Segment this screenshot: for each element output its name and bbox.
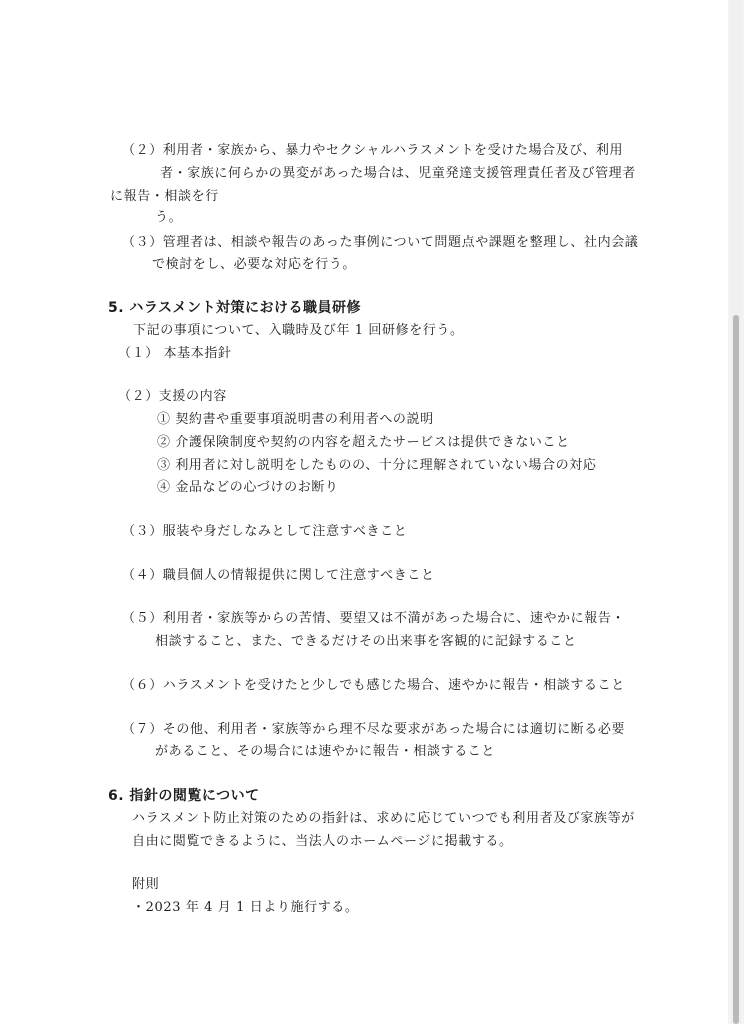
item-2-line-2: 者・家族に何らかの異変があった場合は、児童発達支援管理責任者及び管理者 (160, 166, 636, 181)
section-5-item-5-line-1: （５）利用者・家族等からの苦情、要望又は不満があった場合に、速やかに報告・ (122, 611, 626, 626)
item-3-line-1: （３）管理者は、相談や報告のあった事例について問題点や課題を整理し、社内会議 (122, 235, 639, 250)
supplementary-line: ・2023 年 4 月 1 日より施行する。 (132, 900, 359, 915)
section-5-heading: 5. ハラスメント対策における職員研修 (108, 300, 362, 316)
item-3-line-2: で検討をし、必要な対応を行う。 (152, 257, 357, 272)
section-6-line-1: ハラスメント防止対策のための指針は、求めに応じていつでも利用者及び家族等が (132, 811, 635, 826)
scrollbar-thumb[interactable] (733, 315, 739, 1024)
section-5-subitem-4: ④ 金品などの心づけのお断り (157, 480, 339, 495)
section-5-subitem-1: ① 契約書や重要事項説明書の利用者への説明 (157, 412, 434, 427)
section-6-heading: 6. 指針の閲覧について (108, 788, 260, 804)
section-5-item-4: （４）職員個人の情報提供に関して注意すべきこと (122, 568, 435, 583)
item-2-line-4: う。 (155, 210, 183, 225)
section-6-line-2: 自由に閲覧できるように、当法人のホームページに掲載する。 (132, 834, 513, 849)
section-5-subitem-2: ② 介護保険制度や契約の内容を超えたサービスは提供できないこと (157, 435, 570, 450)
section-5-item-6: （６）ハラスメントを受けたと少しでも感じた場合、速やかに報告・相談すること (122, 678, 625, 693)
section-5-item-2-title: （２）支援の内容 (118, 389, 227, 404)
section-5-item-7-line-2: があること、その場合には速やかに報告・相談すること (155, 744, 496, 759)
section-5-item-7-line-1: （７）その他、利用者・家族等から理不尽な要求があった場合には適切に断る必要 (122, 722, 626, 737)
section-5-item-5-line-2: 相談すること、また、できるだけその出来事を客観的に記録すること (155, 634, 577, 649)
section-5-intro: 下記の事項について、入職時及び年 1 回研修を行う。 (133, 323, 464, 338)
supplementary-title: 附則 (132, 877, 160, 892)
section-5-item-3: （３）服装や身だしなみとして注意すべきこと (122, 524, 408, 539)
item-2-line-3: に報告・相談を行 (110, 189, 219, 204)
section-5-item-1: （１） 本基本指針 (118, 346, 232, 361)
item-2-line-1: （２）利用者・家族から、暴力やセクシャルハラスメントを受けた場合及び、利用 (122, 143, 624, 158)
section-5-subitem-3: ③ 利用者に対し説明をしたものの、十分に理解されていない場合の対応 (157, 458, 597, 473)
